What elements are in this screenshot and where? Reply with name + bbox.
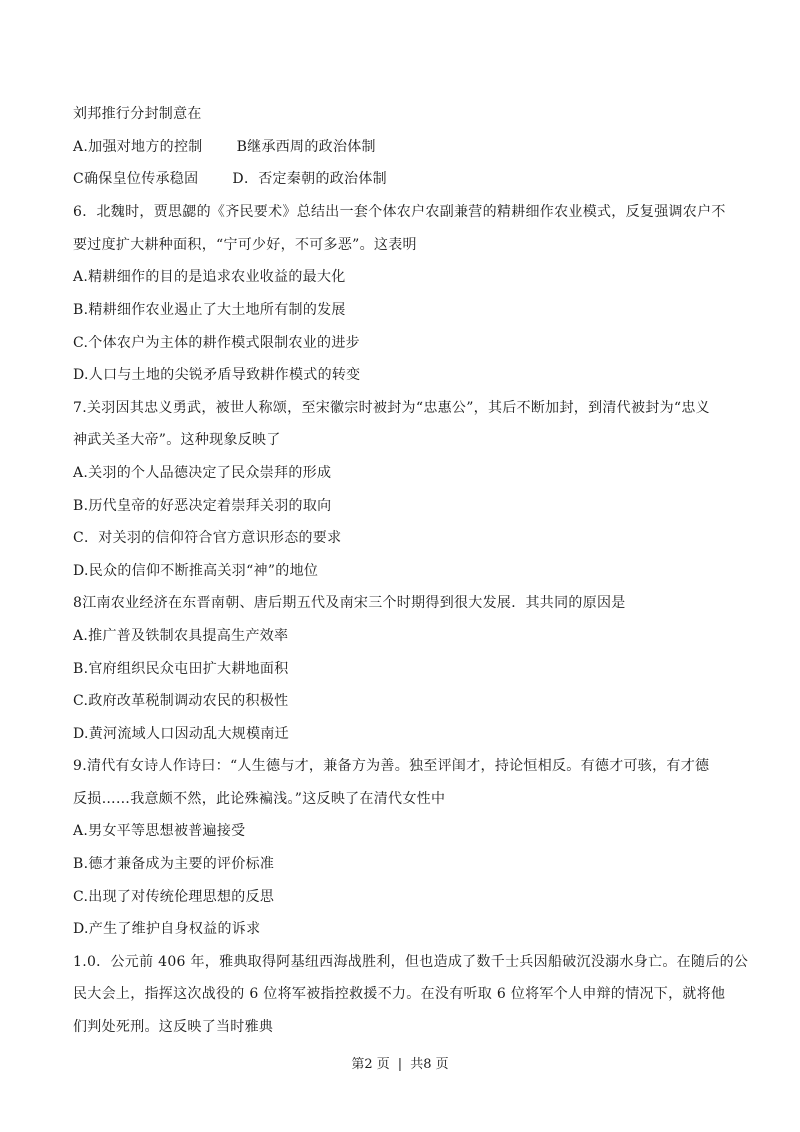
q5-option-d: D．否定秦朝的政治体制	[232, 171, 387, 187]
q8-stem-line-1: 8江南农业经济在东晋南朝、唐后期五代及南宋三个时期得到很大发展．其共同的原因是	[73, 595, 626, 611]
q6-option-a: A.精耕细作的目的是追求农业收益的最大化	[73, 269, 346, 285]
page-footer	[0, 1056, 800, 1074]
q9-stem-line-2: 反损……我意颇不然，此论殊褊浅。”这反映了在清代女性中	[73, 791, 446, 807]
page-total: 共8 页	[410, 1057, 449, 1072]
q9-option-c: C.出现了对传统伦理思想的反思	[73, 889, 275, 905]
page-number: 第2 页	[351, 1057, 390, 1072]
q5-options-row-1	[73, 138, 376, 156]
q5-option-c: C确保皇位传承稳固	[73, 171, 199, 187]
q5-option-b: B继承西周的政治体制	[236, 139, 376, 155]
q7-option-a: A.关羽的个人品德决定了民众崇拜的形成	[73, 465, 332, 481]
q8-option-b: B.官府组织民众屯田扩大耕地面积	[73, 661, 289, 677]
q9-option-b: B.德才兼备成为主要的评价标准	[73, 856, 275, 872]
q7-option-c: C．对关羽的信仰符合官方意识形态的要求	[73, 530, 342, 546]
q6-option-c: C.个体农户为主体的耕作模式限制农业的进步	[73, 335, 360, 351]
q9-option-d: D.产生了维护自身权益的诉求	[73, 921, 261, 937]
q6-stem-line-1: 6．北魏时，贾思勰的《齐民要术》总结出一套个体农户农副兼营的精耕细作农业模式，反复强调农户不	[73, 204, 726, 220]
q8-option-a: A.推广普及铁制农具提高生产效率	[73, 628, 289, 644]
q7-option-d: D.民众的信仰不断推高关羽“神”的地位	[73, 563, 319, 579]
q5-stem: 刘邦推行分封制意在	[73, 106, 202, 122]
q5-option-a: A.加强对地方的控制	[73, 139, 203, 155]
q6-stem-line-2: 要过度扩大耕种面积，“宁可少好，不可多恶”。这表明	[73, 237, 417, 253]
q10-stem-line-2: 民大会上，指挥这次战役的 6 位将军被指控救援不力。在没有听取 6 位将军个人申辩的情况下，就将他	[73, 986, 726, 1002]
q7-stem-line-2: 神武关圣大帝”。这种现象反映了	[73, 432, 281, 448]
q7-option-b: B.历代皇帝的好恶决定着崇拜关羽的取向	[73, 498, 332, 514]
q8-option-d: D.黄河流域人口因动乱大规模南迁	[73, 726, 289, 742]
q8-option-c: C.政府改革税制调动农民的积极性	[73, 693, 289, 709]
footer-separator: |	[397, 1057, 403, 1072]
q10-stem-line-1: 1.0．公元前 406 年，雅典取得阿基纽西海战胜利，但也造成了数千士兵因船破沉没溺水身亡。在随后的公	[73, 954, 749, 970]
q6-option-d: D.人口与土地的尖锐矛盾导致耕作模式的转变	[73, 367, 361, 383]
q7-stem-line-1: 7.关羽因其忠义勇武，被世人称颂，至宋徽宗时被封为“忠惠公”，其后不断加封，到清代被封为“忠义	[73, 400, 710, 416]
q10-stem-line-3: 们判处死刑。这反映了当时雅典	[73, 1019, 274, 1035]
q9-option-a: A.男女平等思想被普遍接受	[73, 823, 246, 839]
q9-stem-line-1: 9.清代有女诗人作诗曰：“人生德与才，兼备方为善。独至评闺才，持论恒相反。有德才可骇，有才德	[73, 758, 710, 774]
q5-options-row-2	[73, 170, 387, 188]
q6-option-b: B.精耕细作农业遏止了大土地所有制的发展	[73, 302, 346, 318]
